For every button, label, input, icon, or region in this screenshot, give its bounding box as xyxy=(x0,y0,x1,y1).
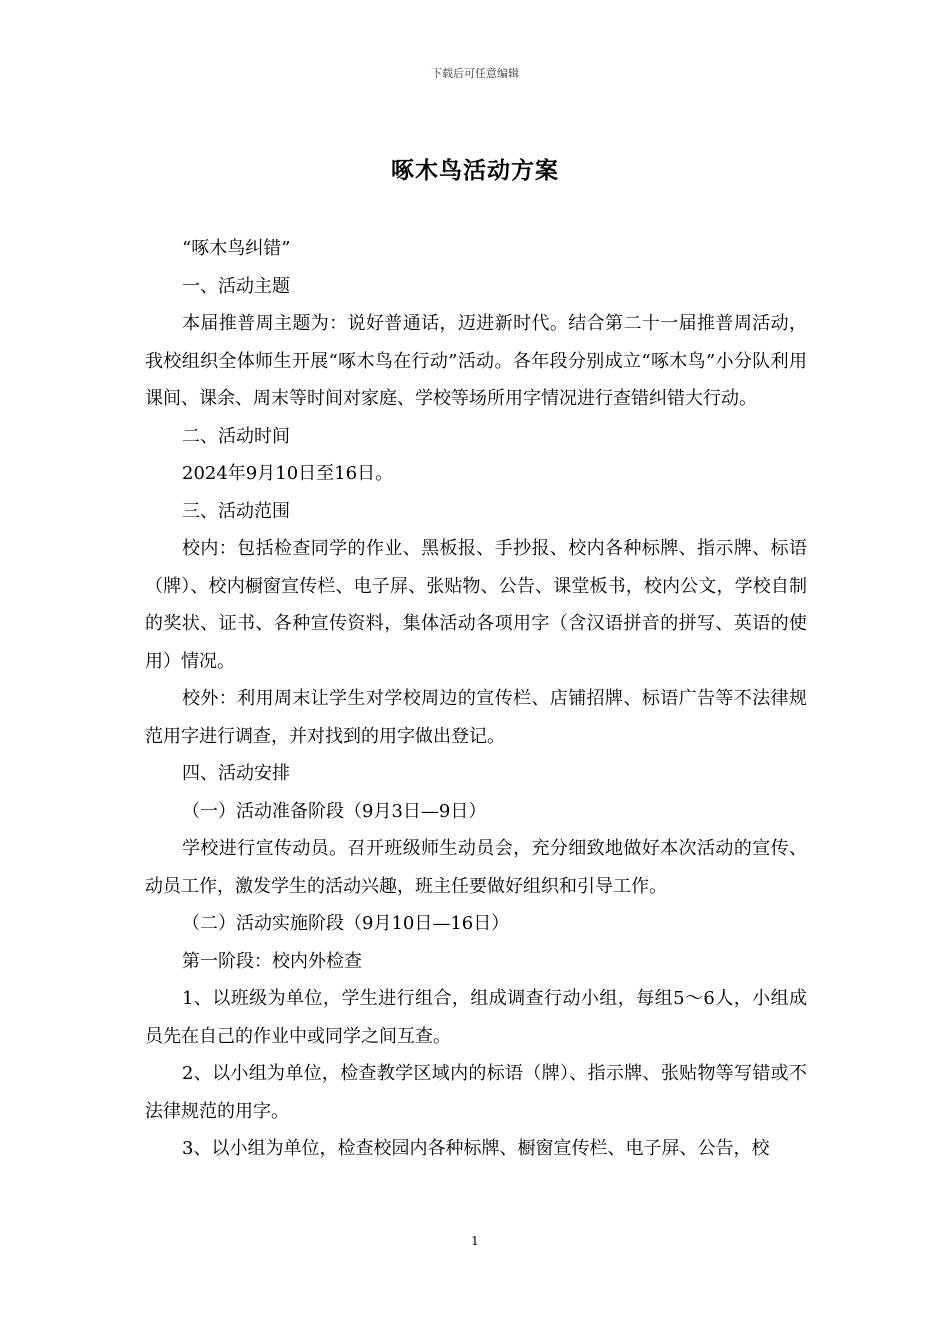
paragraph-scope-inside: 校内：包括检查同学的作业、黑板报、手抄报、校内各种标牌、指示牌、标语（牌）、校内橱窗宣传栏、电子屏、张贴物、公告、课堂板书，校内公文，学校自制的奖状、证书、各种宣传资料，集体活动各项用字（含汉语拼音的拼写、英语的使用）情况。 xyxy=(145,538,807,672)
section-heading-theme: 一、活动主题 xyxy=(182,275,290,297)
section-heading-scope: 三、活动范围 xyxy=(182,500,290,522)
list-item: 1、以班级为单位，学生进行组合，组成调查行动小组，每组5～6人，小组成员先在自己的作业中或同学之间互查。 xyxy=(145,988,807,1047)
subheading-implementation: （二）活动实施阶段（9月10日—16日） xyxy=(182,913,510,934)
page-number: 1 xyxy=(471,1234,479,1248)
document-body xyxy=(145,230,807,1168)
subtitle-paragraph: “啄木鸟纠错” xyxy=(182,238,291,259)
subheading-preparation: （一）活动准备阶段（9月3日—9日） xyxy=(182,800,487,822)
list-item: 2、以小组为单位，检查教学区域内的标语（牌）、指示牌、张贴物等写错或不法律规范的用字。 xyxy=(145,1063,807,1122)
stage-one-heading: 第一阶段：校内外检查 xyxy=(182,950,362,972)
section-heading-arrangement: 四、活动安排 xyxy=(182,763,290,784)
paragraph-preparation: 学校进行宣传动员。召开班级师生动员会，充分细致地做好本次活动的宣传、动员工作，激发学生的活动兴趣，班主任要做好组织和引导工作。 xyxy=(145,838,807,897)
paragraph-time: 2024年9月10日至16日。 xyxy=(182,463,394,484)
document-title: 啄木鸟活动方案 xyxy=(391,157,559,184)
section-heading-time: 二、活动时间 xyxy=(182,425,290,447)
paragraph-scope-outside: 校外：利用周末让学生对学校周边的宣传栏、店铺招牌、标语广告等不法律规范用字进行调查，并对找到的用字做出登记。 xyxy=(145,688,807,747)
page-header-note: 下载后可任意编辑 xyxy=(431,67,519,80)
list-item: 3、以小组为单位，检查校园内各种标牌、橱窗宣传栏、电子屏、公告，校 xyxy=(182,1138,770,1159)
paragraph-theme: 本届推普周主题为：说好普通话，迈进新时代。结合第二十一届推普周活动，我校组织全体师生开展“啄木鸟在行动”活动。各年段分别成立“啄木鸟”小分队利用课间、课余、周末等时间对家庭、学校等场所用字情况进行查错纠错大行动。 xyxy=(145,313,807,409)
